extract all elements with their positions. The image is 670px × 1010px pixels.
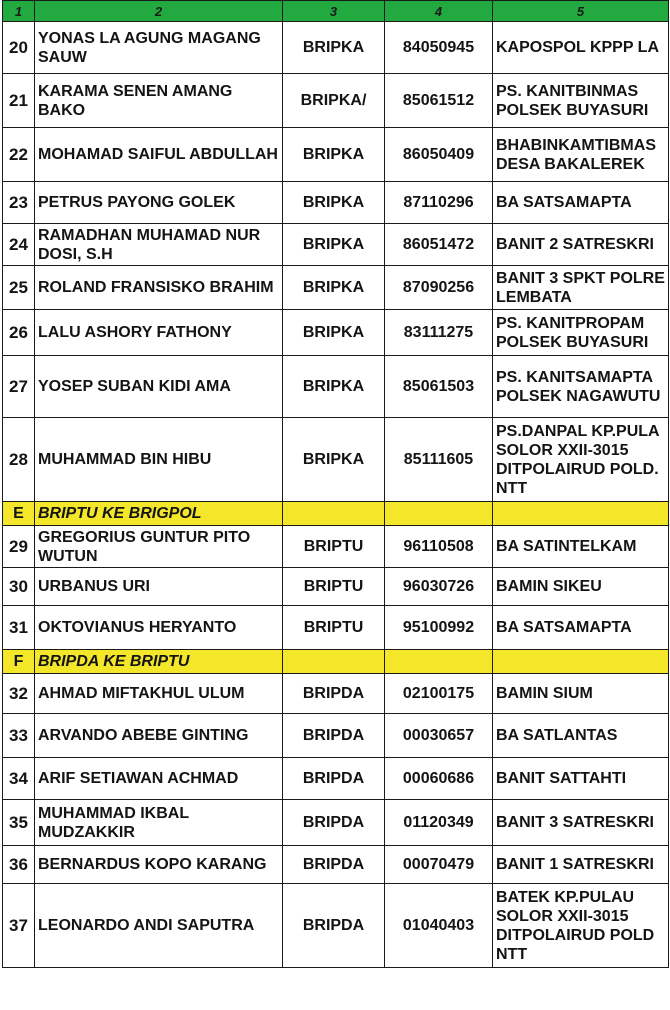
rank-cell: BRIPDA [283,714,385,758]
row-number-cell: 30 [3,568,35,606]
rank-cell: BRIPTU [283,526,385,568]
name-cell: KARAMA SENEN AMANG BAKO [35,74,283,128]
name-cell: BERNARDUS KOPO KARANG [35,846,283,884]
row-number-cell: 20 [3,22,35,74]
section-letter: F [3,650,35,674]
position-cell: BA SATSAMAPTA [493,606,669,650]
table-row [3,526,669,568]
table-row [3,674,669,714]
nrp-cell: 83111275 [385,310,493,356]
name-cell: YOSEP SUBAN KIDI AMA [35,356,283,418]
position-cell: PS. KANITSAMAPTA POLSEK NAGAWUTU [493,356,669,418]
table-row [3,310,669,356]
position-cell: BA SATLANTAS [493,714,669,758]
table-row [3,22,669,74]
position-cell: KAPOSPOL KPPP LA [493,22,669,74]
row-number-cell: 26 [3,310,35,356]
rank-cell: BRIPDA [283,846,385,884]
position-cell: BANIT 2 SATRESKRI [493,224,669,266]
personnel-table [2,0,669,968]
column-4-header: 4 [385,1,493,22]
table-row [3,356,669,418]
row-number-cell: 23 [3,182,35,224]
rank-cell: BRIPDA [283,800,385,846]
name-cell: MOHAMAD SAIFUL ABDULLAH [35,128,283,182]
nrp-cell: 84050945 [385,22,493,74]
section-header-row [3,650,669,674]
name-cell: GREGORIUS GUNTUR PITO WUTUN [35,526,283,568]
rank-cell: BRIPKA/ [283,74,385,128]
nrp-cell: 96110508 [385,526,493,568]
position-cell: PS. KANITPROPAM POLSEK BUYASURI [493,310,669,356]
section-letter: E [3,502,35,526]
name-cell: ROLAND FRANSISKO BRAHIM [35,266,283,310]
column-2-header: 2 [35,1,283,22]
table-row [3,128,669,182]
nrp-cell: 86050409 [385,128,493,182]
rank-cell: BRIPKA [283,356,385,418]
rank-cell: BRIPTU [283,606,385,650]
position-cell: PS. KANITBINMAS POLSEK BUYASURI [493,74,669,128]
nrp-cell: 86051472 [385,224,493,266]
position-cell: BHABINKAMTIBMAS DESA BAKALEREK [493,128,669,182]
position-cell: BANIT 3 SATRESKRI [493,800,669,846]
position-cell: BAMIN SIKEU [493,568,669,606]
table-row [3,224,669,266]
name-cell: AHMAD MIFTAKHUL ULUM [35,674,283,714]
position-cell: BATEK KP.PULAU SOLOR XXII-3015 DITPOLAIRUD POLD NTT [493,884,669,968]
row-number-cell: 36 [3,846,35,884]
table-row [3,606,669,650]
rank-cell: BRIPKA [283,224,385,266]
rank-cell: BRIPDA [283,884,385,968]
rank-cell: BRIPKA [283,310,385,356]
nrp-cell: 00070479 [385,846,493,884]
section-empty-cell [493,650,669,674]
position-cell: BA SATINTELKAM [493,526,669,568]
row-number-cell: 32 [3,674,35,714]
rank-cell: BRIPDA [283,758,385,800]
name-cell: YONAS LA AGUNG MAGANG SAUW [35,22,283,74]
row-number-cell: 31 [3,606,35,650]
table-row [3,266,669,310]
table-row [3,182,669,224]
row-number-cell: 28 [3,418,35,502]
name-cell: PETRUS PAYONG GOLEK [35,182,283,224]
table-row [3,568,669,606]
table-row [3,800,669,846]
section-empty-cell [385,650,493,674]
rank-cell: BRIPKA [283,22,385,74]
row-number-cell: 25 [3,266,35,310]
position-cell: BANIT 3 SPKT POLRE LEMBATA [493,266,669,310]
row-number-cell: 34 [3,758,35,800]
nrp-cell: 96030726 [385,568,493,606]
table-row [3,418,669,502]
name-cell: ARIF SETIAWAN ACHMAD [35,758,283,800]
rank-cell: BRIPKA [283,128,385,182]
nrp-cell: 01120349 [385,800,493,846]
name-cell: ARVANDO ABEBE GINTING [35,714,283,758]
nrp-cell: 01040403 [385,884,493,968]
table-row [3,846,669,884]
column-5-header: 5 [493,1,669,22]
name-cell: MUHAMMAD IKBAL MUDZAKKIR [35,800,283,846]
table-row [3,758,669,800]
section-empty-cell [283,502,385,526]
name-cell: LALU ASHORY FATHONY [35,310,283,356]
personnel-table-body [3,22,669,968]
section-title: BRIPDA KE BRIPTU [35,650,283,674]
section-header-row [3,502,669,526]
position-cell: BANIT SATTAHTI [493,758,669,800]
position-cell: PS.DANPAL KP.PULA SOLOR XXII-3015 DITPOLAIRUD POLD. NTT [493,418,669,502]
rank-cell: BRIPDA [283,674,385,714]
name-cell: RAMADHAN MUHAMAD NUR DOSI, S.H [35,224,283,266]
section-title: BRIPTU KE BRIGPOL [35,502,283,526]
position-cell: BA SATSAMAPTA [493,182,669,224]
section-empty-cell [493,502,669,526]
section-empty-cell [385,502,493,526]
row-number-cell: 24 [3,224,35,266]
name-cell: LEONARDO ANDI SAPUTRA [35,884,283,968]
nrp-cell: 95100992 [385,606,493,650]
nrp-cell: 85061512 [385,74,493,128]
table-row [3,884,669,968]
name-cell: OKTOVIANUS HERYANTO [35,606,283,650]
column-number-header-row [3,1,669,22]
position-cell: BANIT 1 SATRESKRI [493,846,669,884]
nrp-cell: 00060686 [385,758,493,800]
table-row [3,714,669,758]
rank-cell: BRIPTU [283,568,385,606]
row-number-cell: 22 [3,128,35,182]
row-number-cell: 27 [3,356,35,418]
row-number-cell: 21 [3,74,35,128]
row-number-cell: 37 [3,884,35,968]
name-cell: MUHAMMAD BIN HIBU [35,418,283,502]
row-number-cell: 33 [3,714,35,758]
nrp-cell: 85061503 [385,356,493,418]
rank-cell: BRIPKA [283,182,385,224]
name-cell: URBANUS URI [35,568,283,606]
nrp-cell: 87090256 [385,266,493,310]
nrp-cell: 87110296 [385,182,493,224]
nrp-cell: 85111605 [385,418,493,502]
section-empty-cell [283,650,385,674]
nrp-cell: 00030657 [385,714,493,758]
position-cell: BAMIN SIUM [493,674,669,714]
column-1-header: 1 [3,1,35,22]
table-row [3,74,669,128]
column-3-header: 3 [283,1,385,22]
rank-cell: BRIPKA [283,418,385,502]
nrp-cell: 02100175 [385,674,493,714]
row-number-cell: 35 [3,800,35,846]
rank-cell: BRIPKA [283,266,385,310]
row-number-cell: 29 [3,526,35,568]
